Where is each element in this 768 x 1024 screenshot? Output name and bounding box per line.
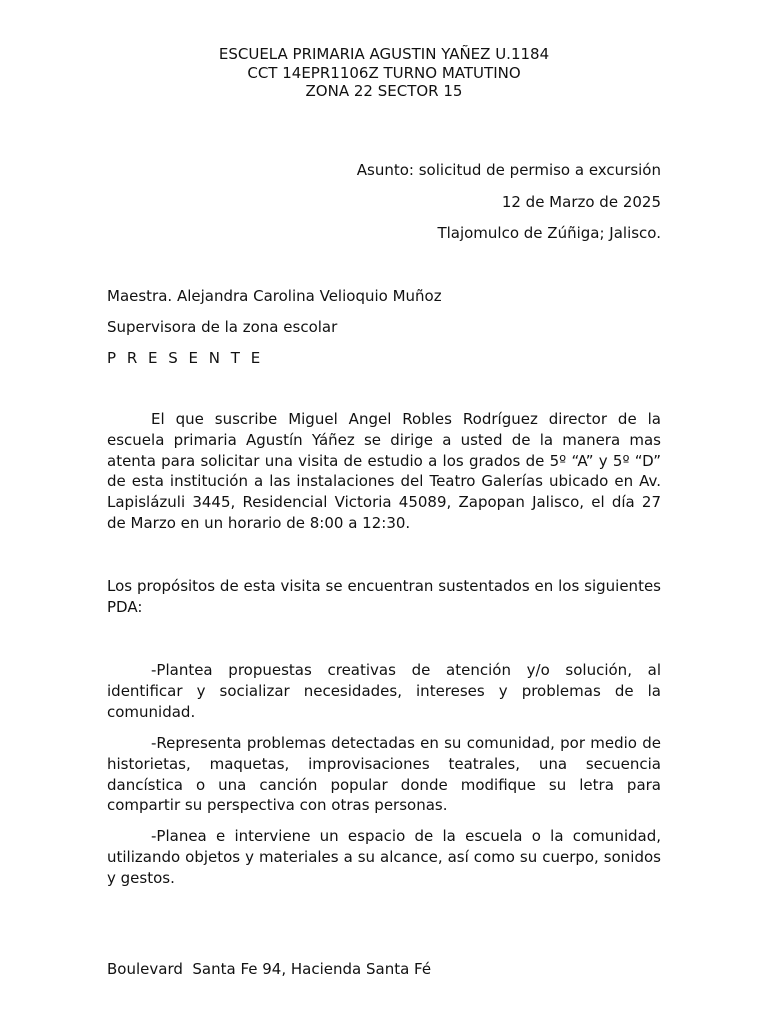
- pda-item: -Representa problemas detectadas en su comunidad, por medio de historietas, maquetas, improvisaciones teatrales, una secuencia dancística o una canción popular donde modifique su letra para compartir su perspectiva con otras personas.: [107, 734, 661, 815]
- pda-item: -Planea e interviene un espacio de la escuela o la comunidad, utilizando objetos y materiales a su alcance, así como su cuerpo, sonidos y gestos.: [107, 827, 661, 887]
- subject-line: Asunto: solicitud de permiso a excursión: [356, 161, 661, 179]
- intro-paragraph: El que suscribe Miguel Angel Robles Rodríguez director de la escuela primaria Agustín Yáñez se dirige a usted de la manera mas atenta para solicitar una visita de estudio a los grados de 5º “A” y 5º “D” de esta institución a las instalaciones del Teatro Galerías ubicado en Av. Lapislázuli 3445, Residencial Victoria 45089, Zapopan Jalisco, el día 27 de Marzo en un horario de 8:00 a 12:30.: [107, 410, 661, 532]
- recipient-name: Maestra. Alejandra Carolina Velioquio Muñoz: [107, 287, 442, 305]
- purposes-intro-paragraph: Los propósitos de esta visita se encuentran sustentados en los siguientes PDA:: [107, 577, 661, 616]
- school-cct-shift: CCT 14EPR1106Z TURNO MATUTINO: [247, 63, 521, 82]
- letter-place: Tlajomulco de Zúñiga; Jalisco.: [437, 224, 661, 242]
- footer-address: Boulevard Santa Fe 94, Hacienda Santa Fé: [107, 960, 432, 978]
- school-zone-sector: ZONA 22 SECTOR 15: [305, 82, 463, 100]
- pda-item: -Plantea propuestas creativas de atención y/o solución, al identificar y socializar necesidades, intereses y problemas de la comunidad.: [107, 661, 661, 721]
- recipient-role: Supervisora de la zona escolar: [107, 318, 338, 336]
- letter-date: 12 de Marzo de 2025: [501, 192, 661, 211]
- recipient-block: [107, 286, 442, 379]
- letter-meta: [357, 160, 661, 255]
- school-name: ESCUELA PRIMARIA AGUSTIN YAÑEZ U.1184: [218, 45, 550, 63]
- school-header: [107, 45, 661, 101]
- letter-page: [107, 0, 661, 1024]
- presente-line: P R E S E N T E: [107, 349, 264, 367]
